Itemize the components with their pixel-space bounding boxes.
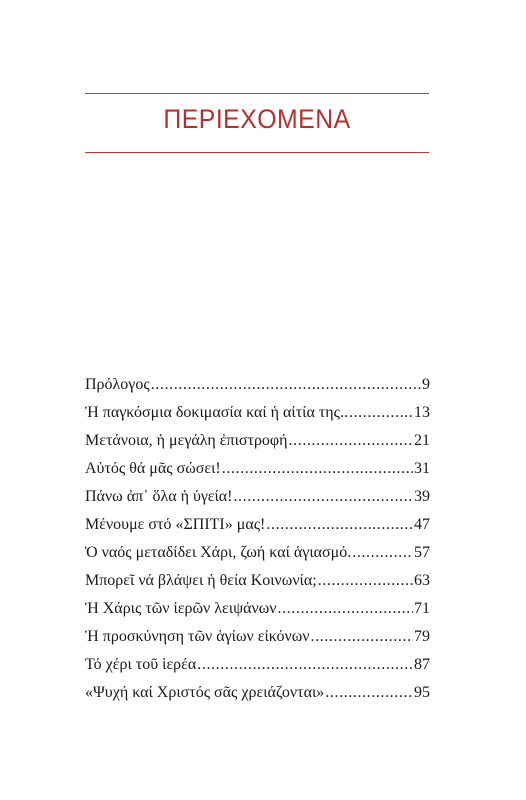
toc-entry: [85, 404, 430, 432]
toc-entry-title: Μετάνοια, ἡ μεγάλη ἐπιστροφή: [85, 432, 288, 449]
toc-entry: [85, 516, 430, 544]
toc-entry: [85, 684, 430, 712]
toc-entry: [85, 628, 430, 656]
toc-entry-title: Αὐτός θά μᾶς σώσει!: [85, 460, 221, 477]
heading-top-rule: [85, 93, 429, 94]
toc-entry: [85, 488, 430, 516]
toc-entry-page: 39: [414, 488, 430, 505]
toc-entry-page: 31: [414, 460, 430, 477]
toc-entry-page: 63: [414, 572, 430, 589]
toc-dot-leader: [318, 572, 413, 590]
toc-entry-page: 9: [422, 376, 430, 393]
toc-entry-title: Ὁ ναός μεταδίδει Χάρι, ζωή καί ἁγιασμό.: [85, 544, 352, 561]
toc-entry-title: Πρόλογος: [85, 376, 150, 393]
toc-dot-leader: [266, 516, 413, 534]
toc-entry-title: Ἡ παγκόσμια δοκιμασία καί ἡ αἰτία της..: [85, 404, 348, 421]
toc-entry-page: 13: [414, 404, 430, 421]
toc-entry-title: «Ψυχή καί Χριστός σᾶς χρειάζονται»: [85, 684, 325, 701]
toc-dot-leader: [151, 376, 421, 394]
toc-entry: [85, 460, 430, 488]
page-title: ΠΕΡΙΕΧΟΜΕΝΑ: [163, 104, 351, 134]
heading-bottom-rule: [85, 152, 429, 153]
table-of-contents: [85, 376, 430, 712]
toc-dot-leader: [197, 656, 413, 674]
toc-dot-leader: [233, 488, 413, 506]
toc-entry-title: Μπορεῖ νά βλάψει ἡ θεία Κοινωνία;: [85, 572, 317, 589]
toc-entry-page: 47: [414, 516, 430, 533]
toc-entry-title: Μένουμε στό «ΣΠΙΤΙ» μας!: [85, 516, 266, 533]
toc-entry: [85, 376, 430, 404]
toc-entry-page: 21: [414, 432, 430, 449]
toc-entry-title: Τό χέρι τοῦ ἱερέα: [85, 656, 197, 673]
toc-dot-leader: [289, 432, 413, 450]
toc-entry-page: 79: [414, 628, 430, 645]
toc-entry-page: 71: [414, 600, 430, 617]
toc-entry-page: 57: [414, 544, 430, 561]
toc-dot-leader: [277, 600, 413, 618]
toc-entry: [85, 600, 430, 628]
toc-dot-leader: [325, 684, 413, 702]
toc-dot-leader: [352, 544, 413, 562]
toc-entry: [85, 432, 430, 460]
toc-entry: [85, 544, 430, 572]
toc-entry-title: Πάνω ἀπ᾽ ὅλα ἡ ὑγεία!: [85, 488, 233, 505]
toc-entry-page: 87: [414, 656, 430, 673]
toc-dot-leader: [222, 460, 413, 478]
toc-dot-leader: [349, 404, 413, 422]
toc-entry-title: Ἡ προσκύνηση τῶν ἁγίων εἰκόνων: [85, 628, 310, 645]
toc-entry-title: Ἡ Χάρις τῶν ἱερῶν λειψάνων: [85, 600, 277, 617]
toc-entry: [85, 656, 430, 684]
toc-entry: [85, 572, 430, 600]
toc-dot-leader: [310, 628, 413, 646]
toc-entry-page: 95: [414, 684, 430, 701]
